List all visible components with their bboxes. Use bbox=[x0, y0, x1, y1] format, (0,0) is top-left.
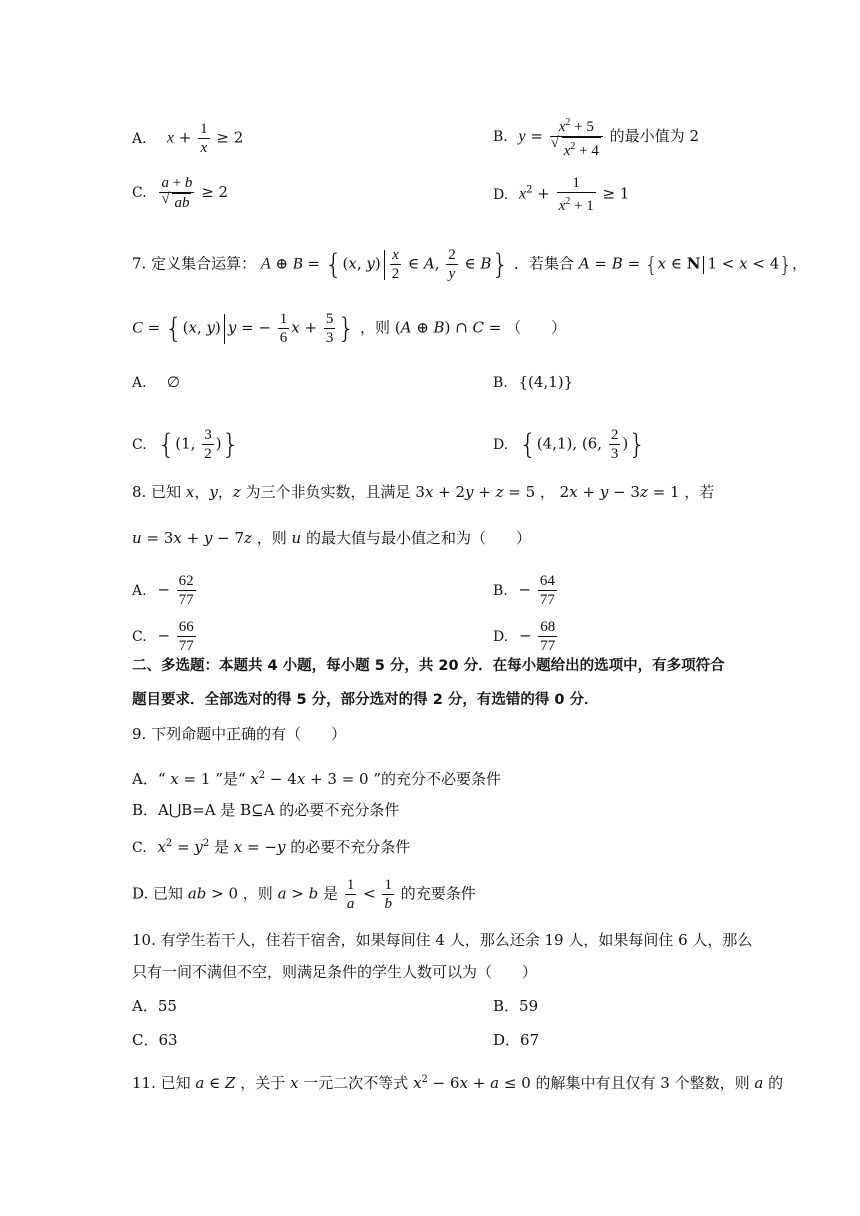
section-heading-line1: 二、多选题：本题共 4 小题，每小题 5 分，共 20 分．在每小题给出的选项中，有多项符合 bbox=[132, 658, 725, 674]
q7-stem-line2: C = {(x, y) y = − $\frac{1}{6}$ x + $\frac{5}{3}$ } ，则 (A ⊕ B) ∩ C = （ ） bbox=[132, 311, 567, 346]
q8-stem-line2: u = 3x + y − 7z ，则 u 的最大值与最小值之和为（ ） bbox=[132, 529, 531, 547]
q9-option-a: A．“ x = 1 ”是“ $x^2 - 4x + 3 = 0$ ”的充分不必要条件 bbox=[132, 770, 502, 788]
q10-option-c: C．63 bbox=[132, 1031, 178, 1049]
q10-stem-line1: 10. 有学生若干人，住若干宿舍，如果每间住 4 人，那么还余 19 人，如果每间住 6 人，那么 bbox=[132, 931, 753, 949]
q9-option-c: C. $x^2 = y^2$ 是 x = −y 的必要不充分条件 bbox=[132, 838, 411, 856]
q10-option-a: A．55 bbox=[132, 997, 177, 1015]
q9-option-b: B．A⋃B=A 是 B⊆A 的必要不充分条件 bbox=[132, 801, 400, 819]
q9-option-d: D. 已知 ab > 0 ，则 a > b 是 $\frac{1}{a}$ < $\frac{1}{b}$ 的充要条件 bbox=[132, 877, 476, 912]
q7-option-c: C. {(1, $\frac{3}{2}$ )} bbox=[132, 427, 240, 462]
q6-option-b: B. y = $x^2 + 5$ √ $x^2 + 4$ 的最小值为 2 bbox=[493, 114, 699, 160]
q10-option-d: D．67 bbox=[493, 1031, 540, 1049]
q8-stem: 8. 已知 x，y，z 为三个非负实数，且满足 3x + 2y + z = 5 ， 2x + y − 3z = 1 ，若 bbox=[132, 483, 715, 501]
q7-option-b: B. {(4,1)} bbox=[493, 373, 574, 391]
q8-option-c: C. − $\frac{66}{77}$ bbox=[132, 619, 194, 654]
q8-option-d: D. − $\frac{68}{77}$ bbox=[493, 619, 556, 654]
q6-option-d: D. $x^2$ + $\frac{1}{x^2 + 1}$ ≥ 1 bbox=[493, 175, 630, 214]
q8-option-a: A. − $\frac{62}{77}$ bbox=[132, 573, 194, 608]
q10-stem-line2: 只有一间不满但不空，则满足条件的学生人数可以为（ ） bbox=[132, 963, 538, 981]
q6-option-a: A． x + $\frac{1}{x}$ ≥ 2 bbox=[132, 121, 244, 156]
q9-stem: 9. 下列命题中正确的有（ ） bbox=[132, 725, 347, 743]
q10-option-b: B．59 bbox=[493, 997, 539, 1015]
q7-option-d: D. {(4,1), (6, $\frac{2}{3}$ )} bbox=[493, 427, 647, 462]
q11-stem: 11. 已知 a ∈ Z ，关于 x 一元二次不等式 $x^2 - 6x + a \le 0$ 的解集中有且仅有 3 个整数，则 a 的 bbox=[132, 1074, 784, 1092]
q8-option-b: B. − $\frac{64}{77}$ bbox=[493, 573, 555, 608]
q7-option-a: A． ∅ bbox=[132, 373, 180, 391]
section-heading-line2: 题目要求．全部选对的得 5 分，部分选对的得 2 分，有选错的得 0 分． bbox=[132, 692, 599, 708]
q6-option-c: C. a + b √ ab ≥ 2 bbox=[132, 174, 228, 212]
q7-stem: 7. 定义集合运算： A ⊕ B = {(x, y) $\frac{x}{2}$ ∈ A, $\frac{2}{y}$ ∈ B} ．若集合 A = B = {x ∈ N 1 < x < 4}， bbox=[132, 247, 807, 282]
